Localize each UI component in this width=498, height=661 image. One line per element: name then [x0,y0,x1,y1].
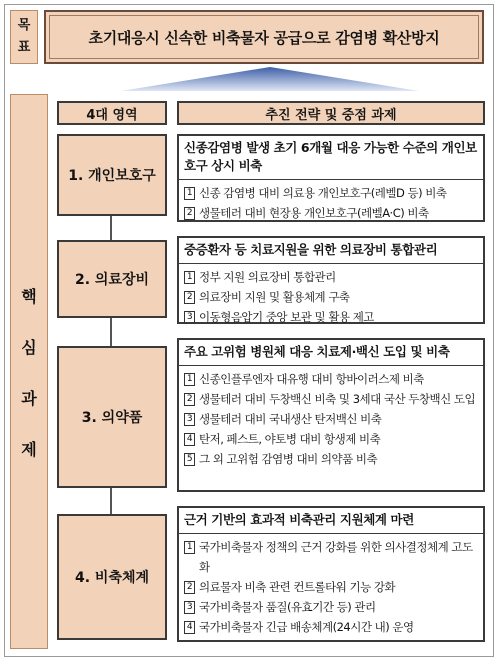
task-text: 생물테러 대비 국내생산 탄저백신 비축 [199,412,382,426]
number-box-icon: 4 [184,621,195,634]
task-text: 국가비축물자 품질(유효기간 등) 관리 [199,600,376,614]
number-box-icon: 1 [184,541,195,554]
task-list [179,264,483,330]
area-name: 3. 의약품 [81,410,143,426]
strategy-box-2 [177,236,485,324]
goal-text: 초기대응시 신속한 비축물자 공급으로 감염병 확산방지 [88,28,440,47]
task-text: 생물테러 대비 현장용 개인보호구(레벨A·C) 비축 [199,206,429,220]
task-item [184,577,478,597]
task-item [184,307,478,327]
area-3-box [57,346,167,488]
core-label-char: 제 [21,439,37,459]
area-connector [110,318,112,348]
strategy-title: 주요 고위험 병원체 대응 치료제·백신 도입 및 비축 [179,340,483,366]
task-text: 국가비축물자 정책의 근거 강화를 위한 의사결정체계 고도화 [199,540,473,574]
task-list [179,180,483,226]
area-name: 4. 비축체계 [74,570,150,586]
goal-box [44,10,484,64]
area-name: 1. 개인보호구 [68,168,156,184]
task-text: 신종 감염병 대비 의료용 개인보호구(레벨D 등) 비축 [199,186,447,200]
area-1-box [57,134,167,216]
task-text: 그 외 고위험 감염병 대비 의약품 비축 [199,452,378,466]
task-item [184,203,478,223]
strategy-box-1 [177,134,485,222]
task-item [184,369,478,389]
area-connector [110,486,112,516]
task-text: 정부 지원 의료장비 통합관리 [199,270,336,284]
up-arrow-icon [120,66,420,92]
core-label-char: 심 [21,337,37,357]
task-item [184,617,478,637]
strategy-title: 중증환자 등 치료지원을 위한 의료장비 통합관리 [179,238,483,264]
core-label-char: 핵 [21,286,37,306]
task-text: 의료물자 비축 관련 컨트롤타워 기능 강화 [199,580,396,594]
task-item [184,389,478,409]
number-box-icon: 1 [184,271,195,284]
number-box-icon: 1 [184,373,195,386]
area-4-box [57,514,167,640]
number-box-icon: 2 [184,207,195,220]
strategy-box-3 [177,338,485,492]
task-item [184,449,478,469]
strategy-title: 근거 기반의 효과적 비축관리 지원체계 마련 [179,508,483,534]
strategy-title: 신종감염병 발생 초기 6개월 대응 가능한 수준의 개인보호구 상시 비축 [179,136,483,180]
number-box-icon: 2 [184,291,195,304]
number-box-icon: 3 [184,601,195,614]
area-name: 2. 의료장비 [74,272,150,288]
area-connector [110,212,112,242]
strategy-box-4 [177,506,485,642]
number-box-icon: 4 [184,433,195,446]
number-box-icon: 2 [184,393,195,406]
task-item [184,287,478,307]
task-text: 신종인플루엔자 대유행 대비 항바이러스제 비축 [199,372,424,386]
core-tasks-label [10,94,48,649]
header-strategy: 추진 전략 및 중점 과제 [177,101,485,125]
task-item [184,429,478,449]
number-box-icon: 5 [184,453,195,466]
task-text: 국가비축물자 긴급 배송체계(24시간 내) 운영 [199,620,414,634]
task-item [184,183,478,203]
number-box-icon: 1 [184,187,195,200]
task-item [184,267,478,287]
header-areas: 4대 영역 [57,101,167,125]
number-box-icon: 3 [184,311,195,324]
task-text: 의료장비 지원 및 활용체계 구축 [199,290,350,304]
number-box-icon: 3 [184,413,195,426]
core-label-char: 과 [21,388,37,408]
number-box-icon: 2 [184,581,195,594]
goal-label-char: 목 [17,18,31,33]
task-text: 이동형음압기 중앙 보관 및 활용 제고 [199,310,374,324]
goal-label [10,10,38,64]
task-item [184,597,478,617]
task-text: 탄저, 페스트, 야토병 대비 항생제 비축 [199,432,381,446]
task-item [184,537,478,577]
task-item [184,409,478,429]
area-2-box [57,240,167,318]
task-list [179,534,483,640]
task-list [179,366,483,472]
goal-label-char: 표 [17,40,31,55]
task-text: 생물테러 대비 두창백신 비축 및 3세대 국산 두창백신 도입 [199,392,476,406]
